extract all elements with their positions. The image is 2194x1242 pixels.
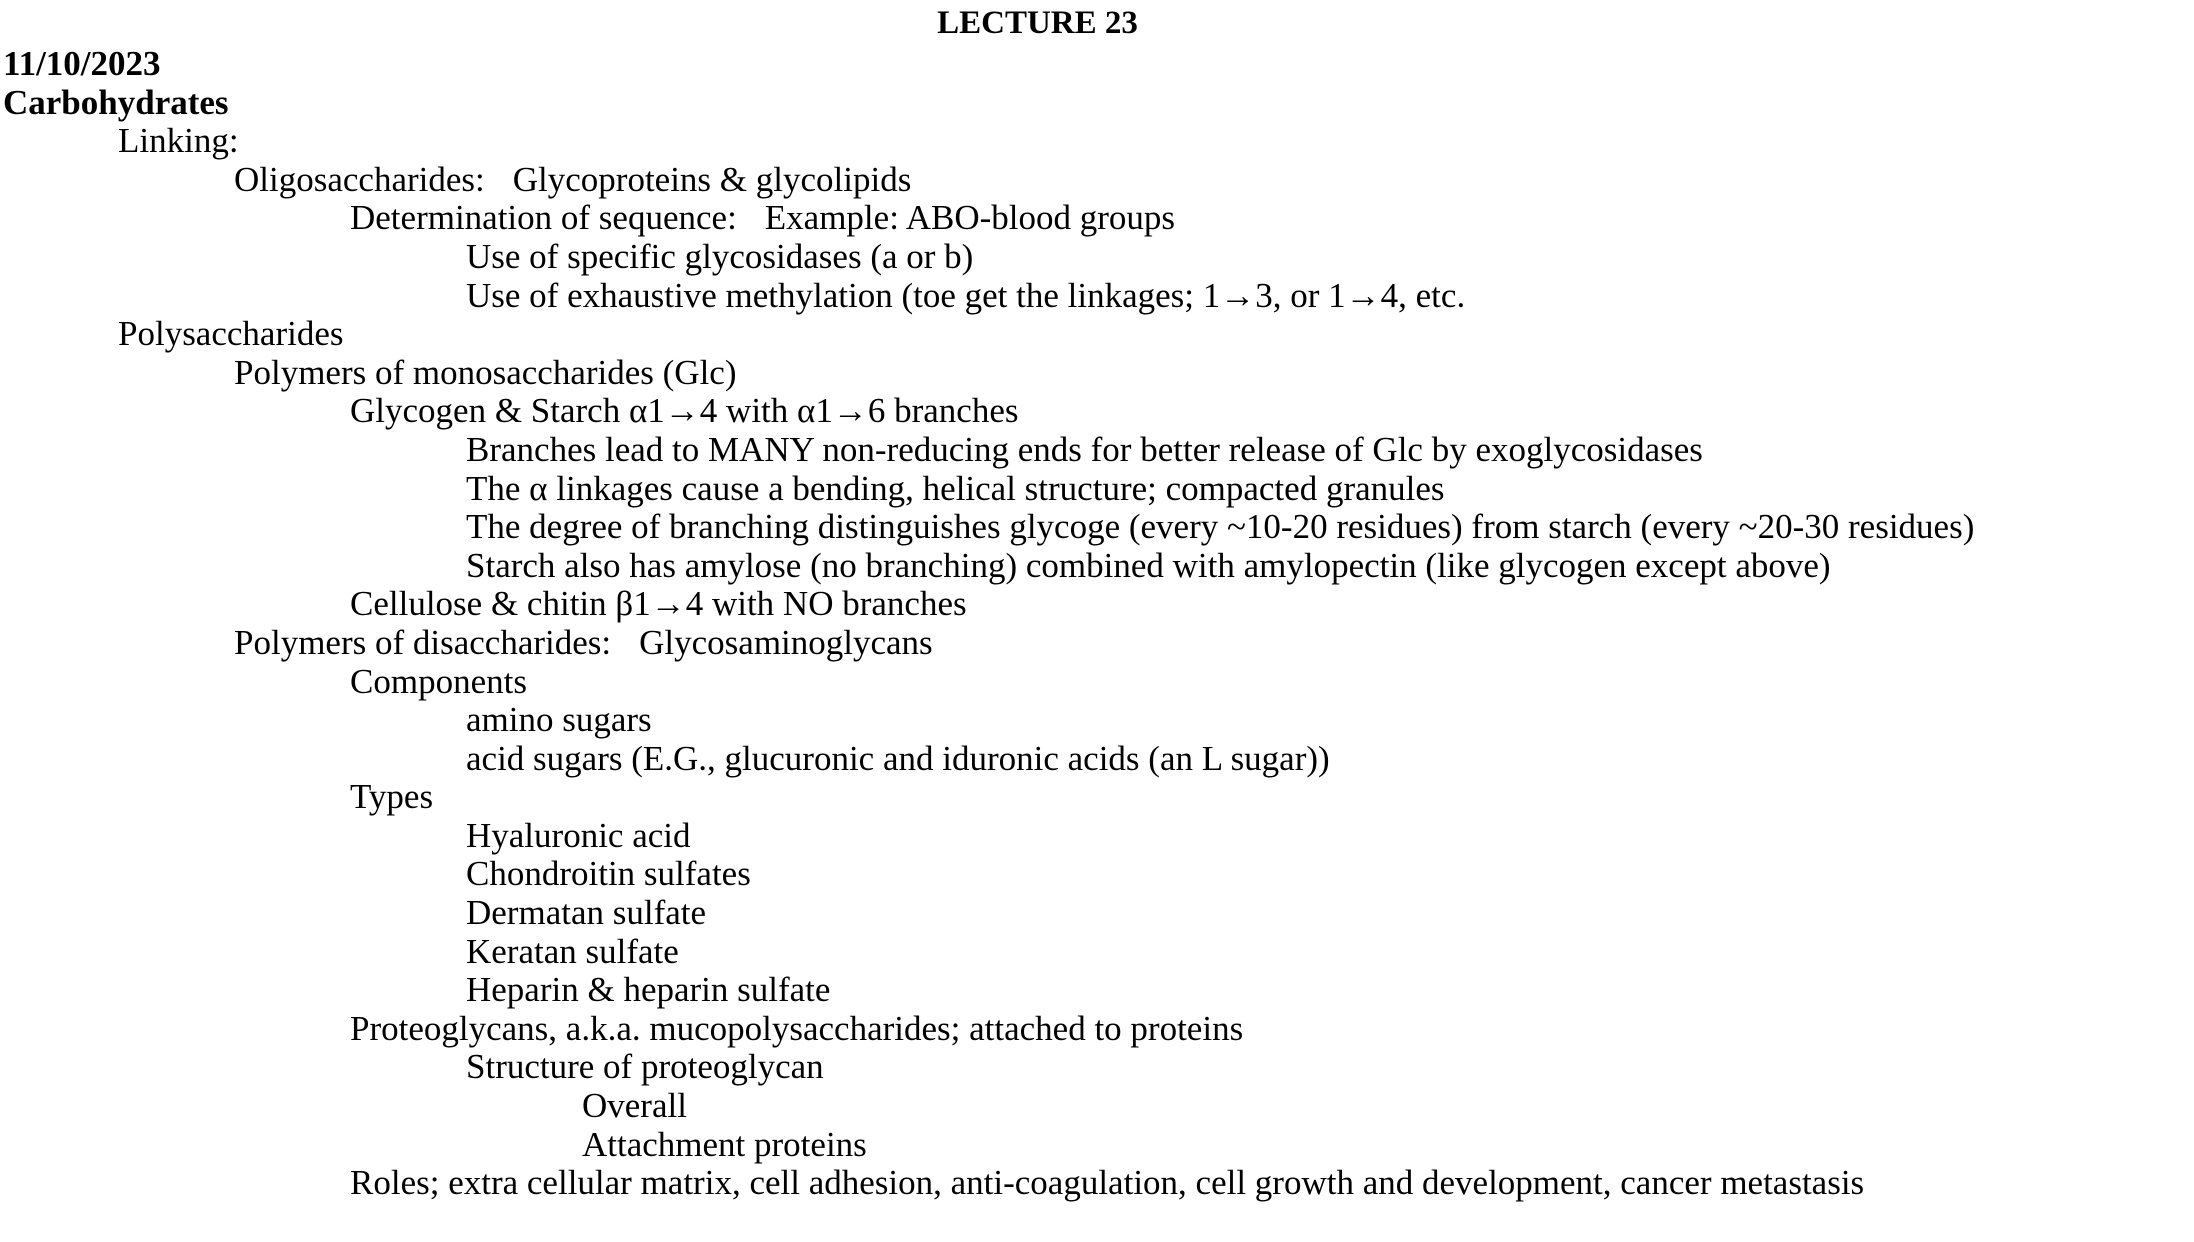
outline-line-text: The degree of branching distinguishes glycoge (every ~10-20 residues) from starch (every ~20-30 residues) — [466, 507, 1975, 547]
outline-line — [3, 817, 2188, 856]
notes-outline — [3, 45, 2188, 1203]
outline-line — [3, 971, 2188, 1010]
outline-line-text: Branches lead to MANY non-reducing ends for better release of Glc by exoglycosidases — [466, 429, 1703, 469]
outline-line-text: Glycogen & Starch α1→4 with α1→6 branches — [350, 391, 1019, 431]
outline-line-text: Polymers of monosaccharides (Glc) — [234, 352, 737, 392]
outline-line-text: Components — [350, 661, 527, 701]
outline-line-text: Use of exhaustive methylation (toe get the linkages; 1→3, or 1→4, etc. — [466, 275, 1466, 315]
outline-line — [3, 663, 2188, 702]
outline-line — [3, 1164, 2188, 1203]
outline-line-text: amino sugars — [466, 700, 652, 740]
outline-line-text: Linking: — [118, 121, 239, 161]
outline-line-text: Roles; extra cellular matrix, cell adhesion, anti-coagulation, cell growth and development, cancer metastasis — [350, 1163, 1865, 1203]
outline-line — [3, 740, 2188, 779]
outline-line-text: Cellulose & chitin β1→4 with NO branches — [350, 584, 967, 624]
outline-line — [3, 624, 2188, 663]
outline-line — [3, 431, 2188, 470]
outline-line-text: Proteoglycans, a.k.a. mucopolysaccharides; attached to proteins — [350, 1008, 1244, 1048]
outline-line-text: The α linkages cause a bending, helical structure; compacted granules — [466, 468, 1445, 508]
outline-line-text: Starch also has amylose (no branching) combined with amylopectin (like glycogen except above) — [466, 545, 1831, 585]
outline-line-text: Attachment proteins — [582, 1124, 867, 1164]
outline-line-tail: Glycosaminoglycans — [639, 622, 933, 662]
outline-line — [3, 238, 2188, 277]
outline-line — [3, 277, 2188, 316]
outline-line-text: Heparin & heparin sulfate — [466, 970, 831, 1010]
outline-line-text: Polymers of disaccharides: — [234, 622, 612, 662]
outline-line — [3, 1126, 2188, 1165]
outline-line — [3, 933, 2188, 972]
outline-line — [3, 1010, 2188, 1049]
outline-line-text: Carbohydrates — [3, 82, 229, 122]
outline-line-text: Dermatan sulfate — [466, 893, 707, 933]
outline-line — [3, 585, 2188, 624]
outline-line-text: Oligosaccharides: — [234, 159, 485, 199]
outline-line-text: Hyaluronic acid — [466, 815, 691, 855]
outline-line-text: Structure of proteoglycan — [466, 1047, 824, 1087]
outline-line — [3, 354, 2188, 393]
outline-line-text: Polysaccharides — [118, 314, 344, 354]
outline-line — [3, 547, 2188, 586]
outline-line — [3, 392, 2188, 431]
outline-line — [3, 1048, 2188, 1087]
outline-line — [3, 1087, 2188, 1126]
lecture-title: LECTURE 23 — [937, 5, 1138, 41]
outline-line-text: acid sugars (E.G., glucuronic and iduronic acids (an L sugar)) — [466, 738, 1330, 778]
outline-line — [3, 508, 2188, 547]
outline-line — [3, 84, 2188, 123]
outline-line-tail: Example: ABO-blood groups — [764, 198, 1176, 238]
outline-line-text: 11/10/2023 — [3, 44, 161, 83]
outline-line — [3, 122, 2188, 161]
outline-line-text: Overall — [582, 1086, 687, 1126]
outline-line-text: Determination of sequence: — [350, 198, 737, 238]
outline-line — [3, 199, 2188, 238]
outline-line — [3, 470, 2188, 509]
outline-line-tail: Glycoproteins & glycolipids — [512, 159, 912, 199]
outline-line — [3, 701, 2188, 740]
outline-line — [3, 855, 2188, 894]
outline-line-text: Keratan sulfate — [466, 931, 679, 971]
outline-line — [3, 778, 2188, 817]
outline-line — [3, 161, 2188, 200]
outline-line-text: Types — [350, 777, 434, 817]
outline-line-text: Use of specific glycosidases (a or b) — [466, 236, 974, 276]
outline-line — [3, 894, 2188, 933]
outline-line — [3, 315, 2188, 354]
outline-line — [3, 45, 2188, 84]
outline-line-text: Chondroitin sulfates — [466, 854, 751, 894]
